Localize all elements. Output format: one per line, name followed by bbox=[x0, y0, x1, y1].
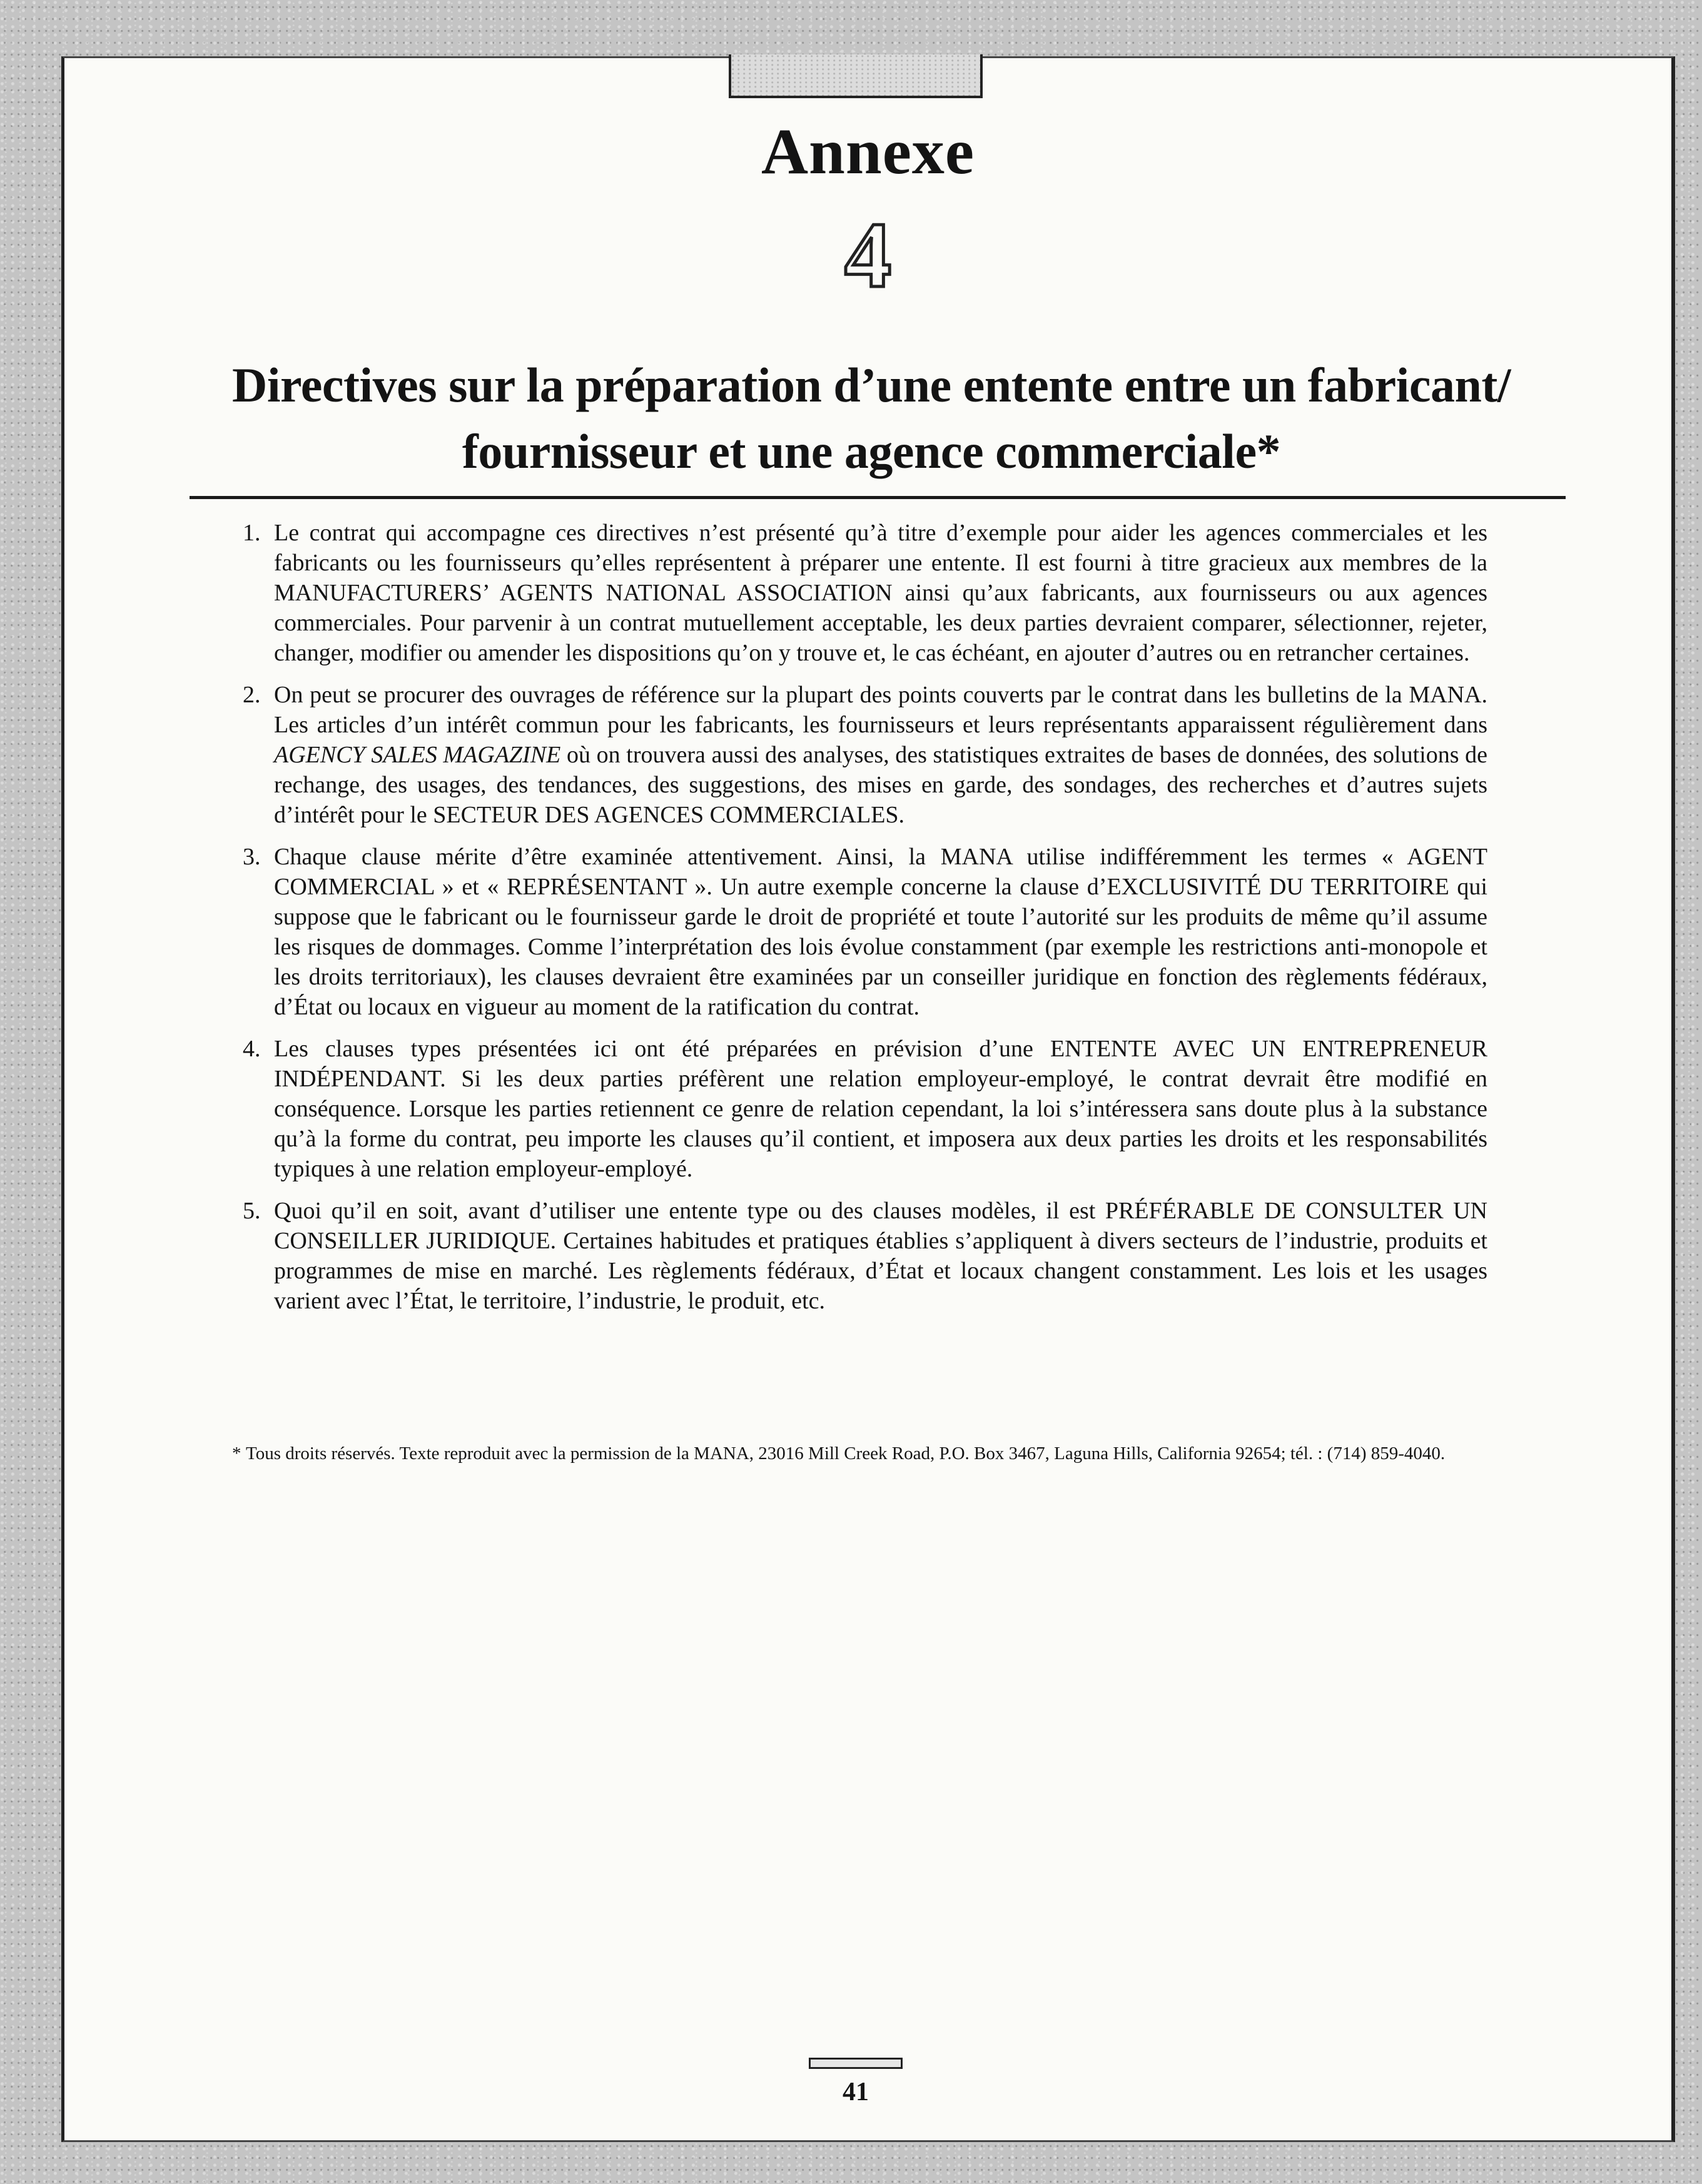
item-text-part: On peut se procurer des ouvrages de référence sur la plupart des points couverts par le contrat dans les bulletins de la MANA. Les articles d’un intérêt commun pour les fabricants, les fournisseurs et leurs représentants apparaissent régulièrement dans bbox=[274, 682, 1487, 738]
list-item bbox=[243, 842, 1487, 1022]
item-number: 1. bbox=[243, 520, 261, 546]
document-title bbox=[158, 352, 1584, 485]
footnote-text: Tous droits réservés. Texte reproduit avec la permission de la MANA, 23016 Mill Creek Road, P.O. Box 3467, Laguna Hills, California 92654; tél. : (714) 859-4040. bbox=[246, 1443, 1446, 1464]
item-text: Les clauses types présentées ici ont été préparées en prévision d’une ENTENTE AVEC UN ENTREPRENEUR INDÉPENDANT. Si les deux parties préfèrent une relation employeur-employé, le contrat devrait être modifié en conséquence. Lorsque les parties retiennent ce genre de relation cependant, la loi s’intéressera sans doute plus à la substance qu’à la forme du contrat, peu importe les clauses qu’il contient, et imposera aux deux parties les droits et les responsabilités typiques à une relation employeur-employé. bbox=[274, 1036, 1487, 1182]
item-text: Quoi qu’il en soit, avant d’utiliser une entente type ou des clauses modèles, il est PRÉFÉRABLE DE CONSULTER UN CONSEILLER JURIDIQUE. Certaines habitudes et pratiques établies s’appliquent à divers secteurs de l’industrie, produits et programmes de mise en marché. Les règlements fédéraux, d’État et locaux changent constamment. Les lois et les usages varient avec l’État, le territoire, l’industrie, le produit, etc. bbox=[274, 1198, 1487, 1314]
page-number-tab bbox=[809, 2058, 903, 2069]
annex-label: Annexe bbox=[761, 116, 975, 188]
item-text bbox=[274, 680, 1487, 830]
page-number: 41 bbox=[843, 2078, 869, 2106]
list-item bbox=[243, 518, 1487, 668]
item-text: Le contrat qui accompagne ces directives n’est présenté qu’à titre d’exemple pour aider les agences commerciales et les fabricants ou les fournisseurs qu’elles représentent à préparer une entente. Il est fourni à titre gracieux aux membres de la MANUFACTURERS’ AGENTS NATIONAL ASSOCIATION ainsi qu’aux fabricants, aux fournisseurs ou aux agences commerciales. Pour parvenir à un contrat mutuellement acceptable, les deux parties devraient comparer, sélectionner, rejeter, changer, modifier ou amender les dispositions qu’on y trouve et, le cas échéant, en ajouter d’autres ou en retrancher certaines. bbox=[274, 520, 1487, 666]
list-item bbox=[243, 680, 1487, 830]
title-line-1: Directives sur la préparation d’une entente entre un fabricant/ bbox=[232, 358, 1511, 412]
header-tab-box bbox=[729, 54, 983, 98]
list-item bbox=[243, 1196, 1487, 1316]
title-line-2: fournisseur et une agence commerciale* bbox=[462, 424, 1281, 478]
item-number: 5. bbox=[243, 1198, 261, 1224]
magazine-title: AGENCY SALES MAGAZINE bbox=[274, 742, 561, 768]
document-page bbox=[61, 56, 1675, 2142]
item-number: 4. bbox=[243, 1036, 261, 1062]
item-number: 3. bbox=[243, 844, 261, 870]
item-text: Chaque clause mérite d’être examinée attentivement. Ainsi, la MANA utilise indifféremment les termes « AGENT COMMERCIAL » et « REPRÉSENTANT ». Un autre exemple concerne la clause d’EXCLUSIVITÉ DU TERRITOIRE qui suppose que le fabricant ou le fournisseur garde le droit de propriété et toute l’autorité sur les produits de même qu’il assume les risques de dommages. Comme l’interprétation des lois évolue constamment (par exemple les restrictions anti-monopole et les droits territoriaux), les clauses devraient être examinées par un conseiller juridique en fonction des règlements fédéraux, d’État ou locaux en vigueur au moment de la ratification du contrat. bbox=[274, 844, 1487, 1020]
list-item bbox=[243, 1034, 1487, 1184]
footnote-marker: * bbox=[232, 1443, 241, 1464]
title-divider bbox=[190, 496, 1566, 499]
item-text-part: où on trouvera aussi des analyses, des statistiques extraites de bases de données, des solutions de rechange, des usages, des tendances, des suggestions, des mises en garde, des sondages, des recherches et d’autres sujets d’intérêt pour le SECTEUR DES AGENCES COMMERCIALES. bbox=[274, 742, 1487, 828]
footnote bbox=[232, 1442, 1496, 1465]
item-number: 2. bbox=[243, 682, 261, 708]
guideline-list bbox=[243, 518, 1487, 1328]
annex-number: 4 bbox=[844, 203, 891, 307]
